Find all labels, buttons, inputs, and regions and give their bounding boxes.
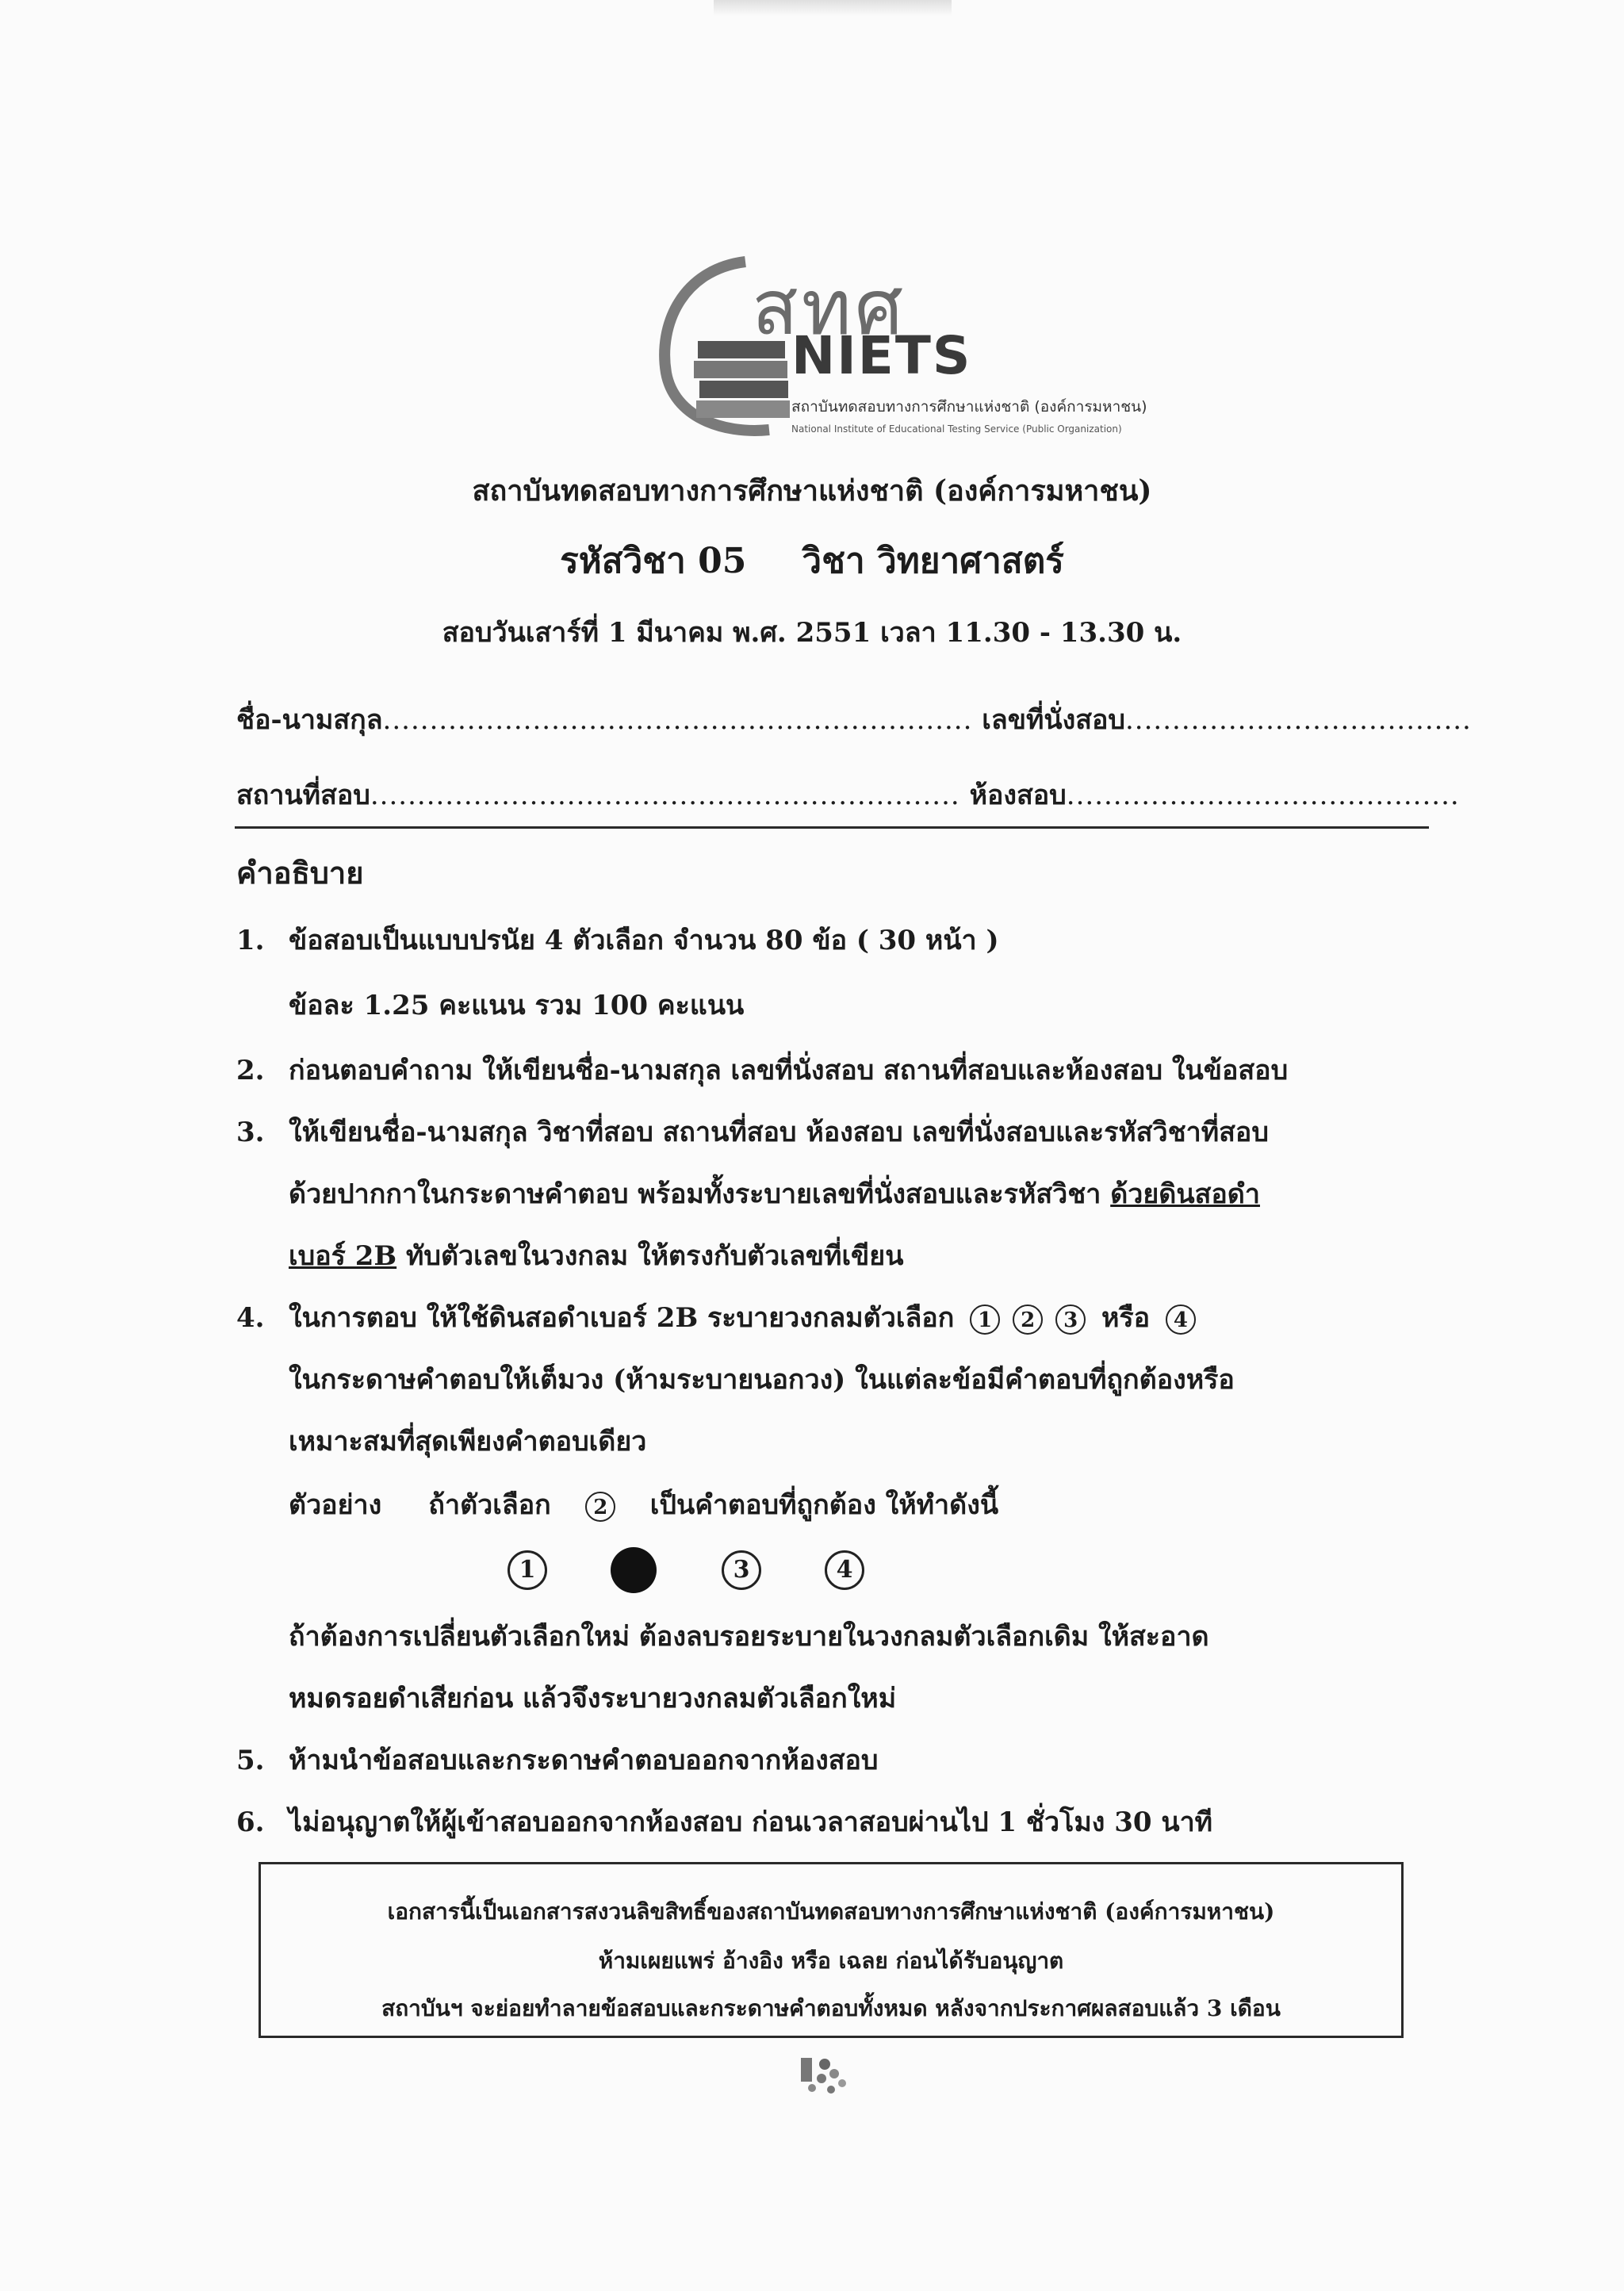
demo-bubble-3: 3 [722,1550,761,1590]
venue-field[interactable]: ............................................................... [370,780,960,811]
instruction-4: 4. ในการตอบ ให้ใช้ดินสอดำเบอร์ 2B ระบายวงกลมตัวเลือก 1 2 3 หรือ 4 [236,1296,1202,1339]
notice-line-2: ห้ามเผยแพร่ อ้างอิง หรือ เฉลย ก่อนได้รับอนุญาต [598,1948,1064,1974]
niets-logo [650,254,1189,452]
venue-label: สถานที่สอบ [236,780,370,811]
choice-2-circle: 2 [1013,1304,1043,1335]
instruction-1-line-2: ข้อละ 1.25 คะแนน รวม 100 คะแนน [289,990,745,1021]
instruction-1: 1. ข้อสอบเป็นแบบปรนัย 4 ตัวเลือก จำนวน 80 ข้อ ( 30 หน้า ) [236,925,999,956]
instruction-3-line-3: เบอร์ 2B ทับตัวเลขในวงกลม ให้ตรงกับตัวเลขที่เขียน [289,1240,904,1272]
name-field[interactable]: ............................................................... [382,704,973,736]
logo-english-name: National Institute of Educational Testing Service (Public Organization) [791,423,1122,435]
instruction-4-line-4: ถ้าต้องการเปลี่ยนตัวเลือกใหม่ ต้องลบรอยระบายในวงกลมตัวเลือกเดิม ให้สะอาด [289,1621,1209,1653]
subject-line [0,533,1624,588]
subject-name: วิชา วิทยาศาสตร์ [802,541,1064,581]
example-choice-circle: 2 [585,1492,615,1522]
choice-3-circle: 3 [1055,1304,1086,1335]
subject-code: รหัสวิชา 05 [560,541,747,581]
example-line: ตัวอย่าง ถ้าตัวเลือก 2 เป็นคำตอบที่ถูกต้อง ให้ทำดังนี้ [289,1489,999,1521]
room-label: ห้องสอบ [969,780,1067,811]
instruction-4-line-3: เหมาะสมที่สุดเพียงคำตอบเดียว [289,1426,647,1458]
notice-line-3: สถาบันฯ จะย่อยทำลายข้อสอบและกระดาษคำตอบทั้งหมด หลังจากประกาศผลสอบแล้ว 3 เดือน [381,1995,1281,2021]
copyright-notice-box [259,1862,1404,2038]
choice-1-circle: 1 [970,1304,1000,1335]
instruction-5: 5. ห้ามนำข้อสอบและกระดาษคำตอบออกจากห้องสอบ [236,1745,879,1776]
exam-datetime: สอบวันเสาร์ที่ 1 มีนาคม พ.ศ. 2551 เวลา 11.30 - 13.30 น. [442,617,1182,649]
logo-acronym: NIETS [791,325,972,386]
seat-field[interactable]: ..................................... [1124,704,1472,736]
logo-thai-mark: สทศ [752,263,906,352]
footer-emblem-icon [793,2050,856,2098]
example-label: ตัวอย่าง [289,1489,382,1521]
room-field[interactable]: .......................................... [1066,780,1460,811]
scan-smudge [714,0,952,16]
name-label: ชื่อ-นามสกุล [236,704,383,736]
instruction-3: 3. ให้เขียนชื่อ-นามสกุล วิชาที่สอบ สถานที่สอบ ห้องสอบ เลขที่นั่งสอบและรหัสวิชาที่สอบ [236,1117,1269,1148]
venue-room-row [236,773,1460,816]
divider [235,826,1429,829]
instruction-4-line-5: หมดรอยดำเสียก่อน แล้วจึงระบายวงกลมตัวเลือกใหม่ [289,1683,897,1714]
choice-4-circle: 4 [1166,1304,1196,1335]
demo-bubble-1: 1 [508,1550,547,1590]
name-seat-row [236,698,1472,741]
instruction-6: 6. ไม่อนุญาตให้ผู้เข้าสอบออกจากห้องสอบ ก่อนเวลาสอบผ่านไป 1 ชั่วโมง 30 นาที [236,1806,1213,1838]
seat-label: เลขที่นั่งสอบ [982,704,1125,736]
instruction-3-line-2: ด้วยปากกาในกระดาษคำตอบ พร้อมทั้งระบายเลขที่นั่งสอบและรหัสวิชา ด้วยดินสอดำ [289,1178,1260,1210]
logo-thai-name: สถาบันทดสอบทางการศึกษาแห่งชาติ (องค์การมหาชน) [791,398,1147,416]
instruction-4-line-2: ในกระดาษคำตอบให้เต็มวง (ห้ามระบายนอกวง) ในแต่ละข้อมีคำตอบที่ถูกต้องหรือ [289,1364,1235,1396]
demo-bubble-4: 4 [825,1550,864,1590]
instruction-2: 2. ก่อนตอบคำถาม ให้เขียนชื่อ-นามสกุล เลขที่นั่งสอบ สถานที่สอบและห้องสอบ ในข้อสอบ [236,1055,1289,1086]
instructions-title: คำอธิบาย [236,855,364,891]
notice-line-1: เอกสารนี้เป็นเอกสารสงวนลิขสิทธิ์ของสถาบันทดสอบทางการศึกษาแห่งชาติ (องค์การมหาชน) [387,1898,1275,1925]
org-title: สถาบันทดสอบทางการศึกษาแห่งชาติ (องค์การมหาชน) [472,474,1152,508]
demo-bubble-2-filled [611,1547,657,1593]
